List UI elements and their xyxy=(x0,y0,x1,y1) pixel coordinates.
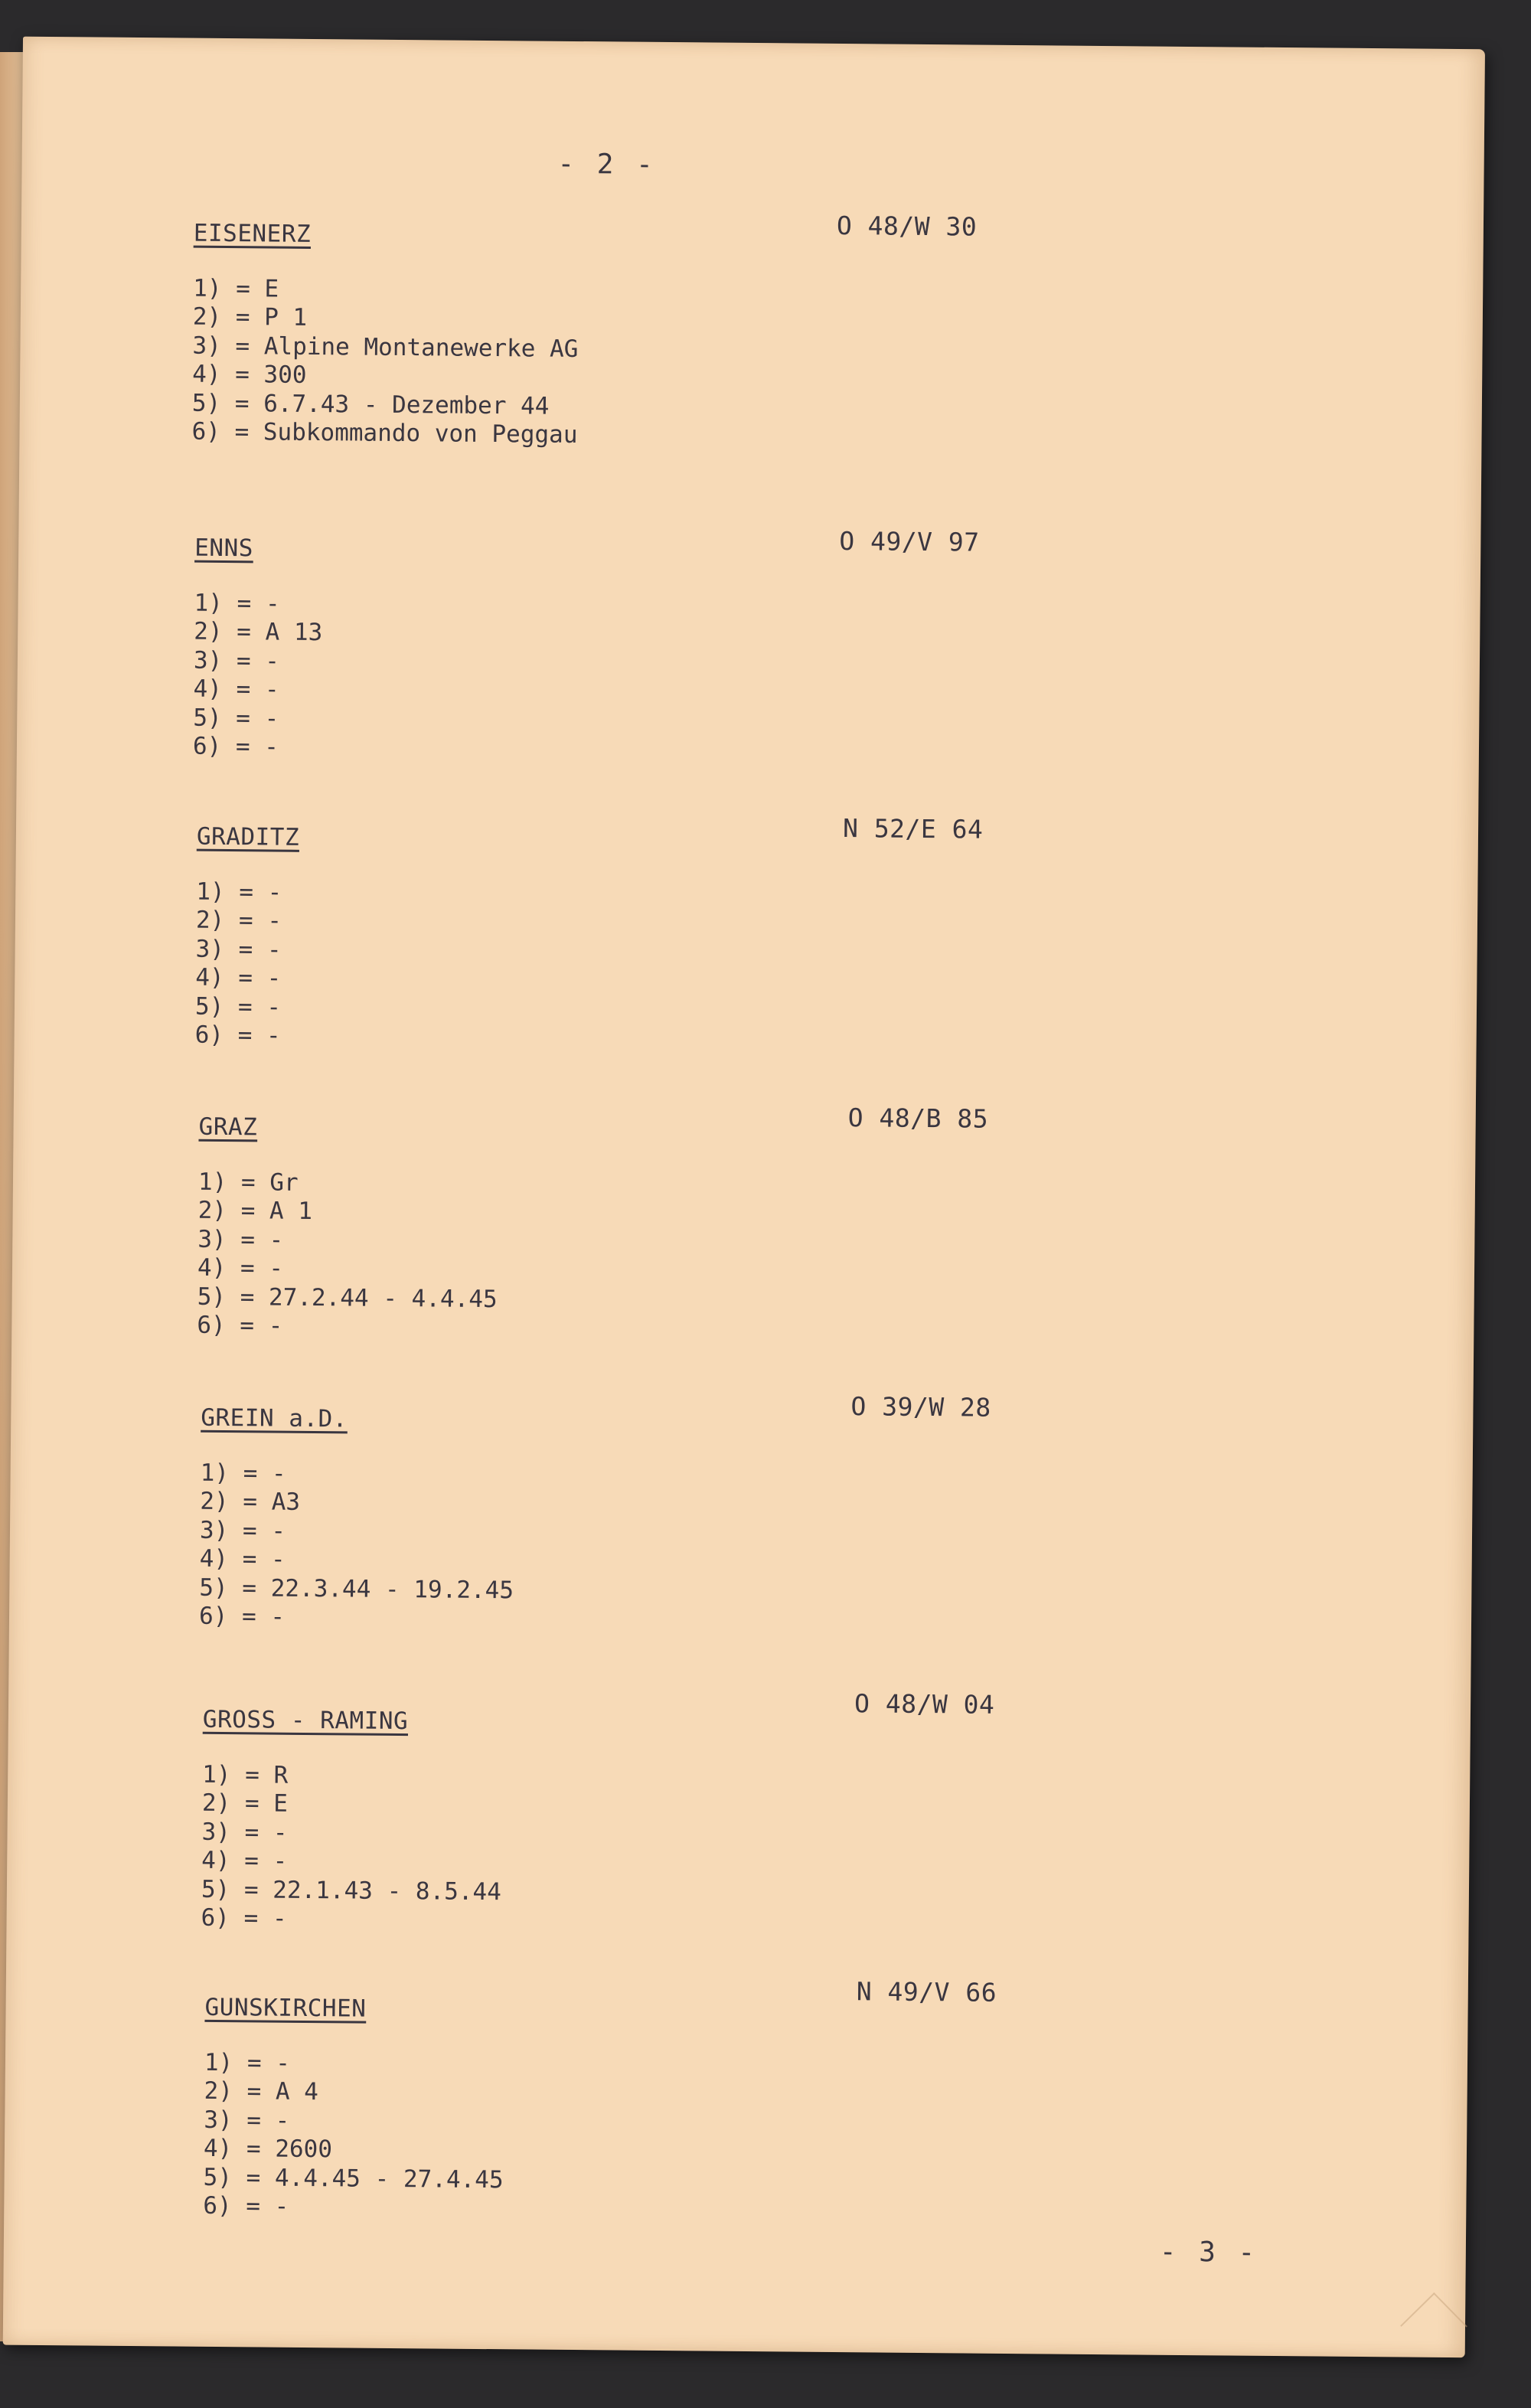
entry-field-2: 2) = A 13 xyxy=(194,617,323,647)
entry-field-5: 5) = 27.2.44 - 4.4.45 xyxy=(197,1282,498,1313)
entry-field-2: 2) = E xyxy=(201,1789,289,1818)
entry-field-4: 4) = - xyxy=(199,1544,286,1573)
entry-field-1: 1) = - xyxy=(196,877,282,907)
camp-entry xyxy=(203,1994,505,2223)
entry-field-2: 2) = A 4 xyxy=(204,2076,319,2106)
entry-field-3: 3) = Alpine Montanewerke AG xyxy=(192,332,579,363)
page-number: - 2 - xyxy=(557,148,656,181)
entry-field-3: 3) = - xyxy=(197,1225,284,1254)
entry-field-2: 2) = A3 xyxy=(200,1487,301,1516)
entry-field-5: 5) = 4.4.45 - 27.4.45 xyxy=(203,2163,504,2194)
camp-entry xyxy=(201,1706,503,1936)
entry-field-4: 4) = - xyxy=(197,1253,284,1282)
camp-entry xyxy=(194,823,299,1051)
entry-field-1: 1) = - xyxy=(200,1459,286,1488)
entry-field-2: 2) = - xyxy=(195,906,282,935)
entry-field-3: 3) = - xyxy=(193,646,280,675)
entry-field-5: 5) = - xyxy=(193,704,279,733)
camp-entry xyxy=(197,1113,499,1343)
entry-field-5: 5) = 6.7.43 - Dezember 44 xyxy=(191,389,550,420)
dog-ear-corner xyxy=(1400,2292,1467,2360)
entry-field-1: 1) = Gr xyxy=(197,1168,299,1197)
entry-field-1: 1) = R xyxy=(202,1760,289,1789)
camp-entry xyxy=(199,1404,515,1634)
entry-title: EISENERZ xyxy=(193,219,312,248)
entry-field-5: 5) = 22.3.44 - 19.2.45 xyxy=(199,1573,514,1604)
entry-field-1: 1) = - xyxy=(194,589,280,618)
entry-field-6: 6) = - xyxy=(198,1602,286,1631)
entry-field-2: 2) = A 1 xyxy=(197,1196,313,1226)
entry-field-6: 6) = - xyxy=(203,2191,289,2220)
entry-field-3: 3) = - xyxy=(204,2106,290,2135)
entry-field-6: 6) = - xyxy=(194,1021,281,1050)
entry-title: GROSS - RAMING xyxy=(202,1705,409,1736)
camp-entry xyxy=(191,220,579,450)
entry-field-4: 4) = - xyxy=(201,1846,288,1875)
entry-title: GUNSKIRCHEN xyxy=(204,1993,367,2023)
entry-field-1: 1) = E xyxy=(193,274,279,303)
entry-title: GRAZ xyxy=(198,1113,258,1142)
map-grid-code: O 39/W 28 xyxy=(850,1391,991,1423)
entry-field-4: 4) = - xyxy=(193,675,279,704)
entry-field-1: 1) = - xyxy=(204,2048,291,2077)
map-grid-code: O 48/W 30 xyxy=(836,210,978,242)
entry-list xyxy=(23,37,1485,2220)
map-grid-code: N 52/E 64 xyxy=(842,813,984,845)
entry-field-5: 5) = 22.1.43 - 8.5.44 xyxy=(201,1875,502,1906)
map-grid-code: O 48/B 85 xyxy=(847,1103,989,1134)
entry-field-5: 5) = - xyxy=(194,992,282,1021)
entry-field-4: 4) = 2600 xyxy=(203,2134,333,2164)
entry-field-3: 3) = - xyxy=(195,935,282,964)
next-page-marker: - 3 - xyxy=(1159,2236,1258,2269)
entry-title: GREIN a.D. xyxy=(201,1403,348,1433)
entry-field-3: 3) = - xyxy=(201,1818,288,1847)
camp-entry xyxy=(193,534,324,763)
document-page xyxy=(3,37,1485,2358)
entry-field-6: 6) = - xyxy=(197,1311,283,1340)
map-grid-code: O 48/W 04 xyxy=(854,1688,995,1720)
entry-title: GRADITZ xyxy=(196,822,300,851)
entry-field-4: 4) = 300 xyxy=(192,360,307,389)
map-grid-code: N 49/V 66 xyxy=(856,1976,997,2008)
entry-field-6: 6) = Subkommando von Peggau xyxy=(191,417,578,449)
entry-field-3: 3) = - xyxy=(199,1516,286,1545)
entry-field-2: 2) = P 1 xyxy=(192,302,308,332)
entry-field-6: 6) = - xyxy=(201,1903,287,1933)
entry-field-6: 6) = - xyxy=(192,732,279,761)
map-grid-code: O 49/V 97 xyxy=(839,525,980,557)
entry-field-4: 4) = - xyxy=(195,963,282,992)
entry-title: ENNS xyxy=(194,534,254,563)
